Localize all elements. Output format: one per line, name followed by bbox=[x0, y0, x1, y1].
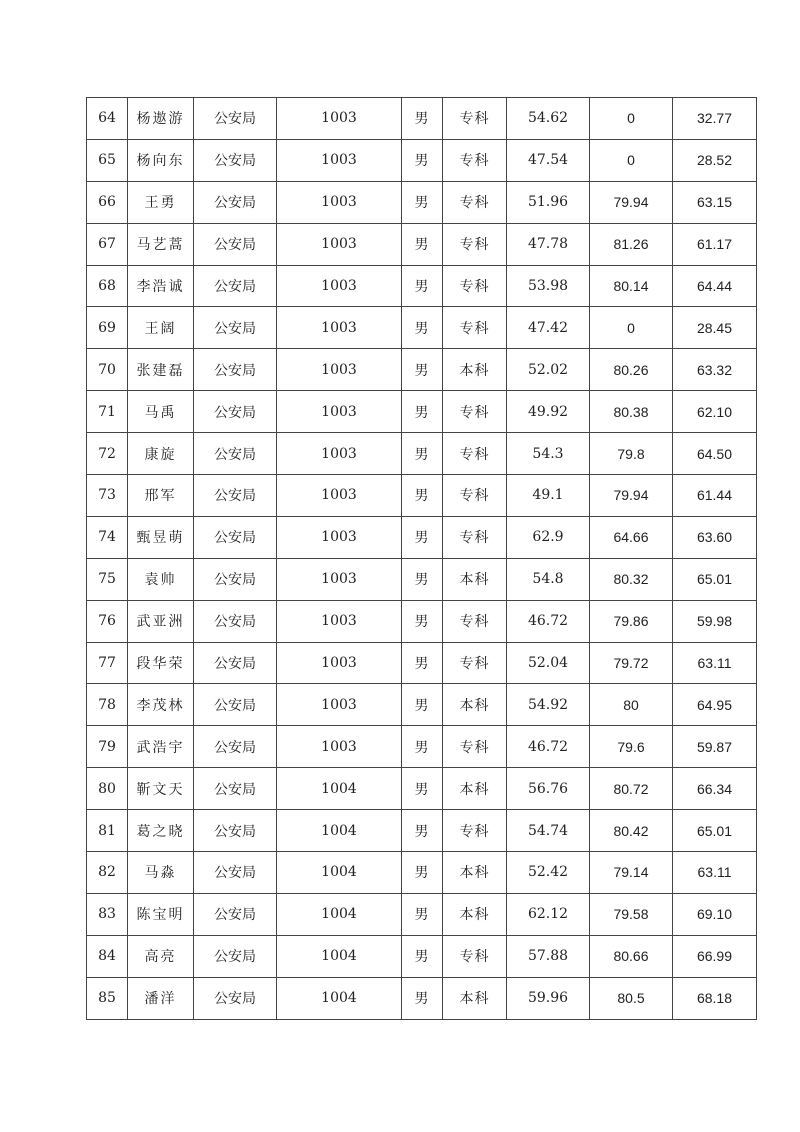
interview-score-cell: 80 bbox=[590, 684, 673, 726]
gender-cell: 男 bbox=[402, 139, 443, 181]
total-score-cell: 66.34 bbox=[673, 768, 757, 810]
total-score-cell: 63.32 bbox=[673, 349, 757, 391]
total-score-cell: 63.11 bbox=[673, 852, 757, 894]
education-cell: 本科 bbox=[443, 684, 507, 726]
education-cell: 专科 bbox=[443, 600, 507, 642]
department-cell: 公安局 bbox=[194, 768, 277, 810]
gender-cell: 男 bbox=[402, 391, 443, 433]
row-number-cell: 72 bbox=[87, 433, 128, 475]
written-score-cell: 51.96 bbox=[507, 181, 590, 223]
written-score-cell: 54.62 bbox=[507, 98, 590, 140]
department-cell: 公安局 bbox=[194, 307, 277, 349]
table-row bbox=[87, 768, 757, 810]
written-score-cell: 54.74 bbox=[507, 810, 590, 852]
total-score-cell: 32.77 bbox=[673, 98, 757, 140]
education-cell: 专科 bbox=[443, 139, 507, 181]
row-number-cell: 78 bbox=[87, 684, 128, 726]
interview-score-cell: 80.42 bbox=[590, 810, 673, 852]
interview-score-cell: 80.26 bbox=[590, 349, 673, 391]
written-score-cell: 54.3 bbox=[507, 433, 590, 475]
total-score-cell: 61.44 bbox=[673, 475, 757, 517]
row-number-cell: 77 bbox=[87, 642, 128, 684]
name-cell: 葛之晓 bbox=[128, 810, 194, 852]
department-cell: 公安局 bbox=[194, 726, 277, 768]
written-score-cell: 47.42 bbox=[507, 307, 590, 349]
written-score-cell: 52.42 bbox=[507, 852, 590, 894]
position-code-cell: 1004 bbox=[277, 977, 402, 1019]
table-row bbox=[87, 852, 757, 894]
row-number-cell: 66 bbox=[87, 181, 128, 223]
gender-cell: 男 bbox=[402, 307, 443, 349]
table-row bbox=[87, 98, 757, 140]
education-cell: 本科 bbox=[443, 852, 507, 894]
position-code-cell: 1003 bbox=[277, 223, 402, 265]
interview-score-cell: 0 bbox=[590, 139, 673, 181]
written-score-cell: 47.78 bbox=[507, 223, 590, 265]
position-code-cell: 1003 bbox=[277, 642, 402, 684]
total-score-cell: 64.95 bbox=[673, 684, 757, 726]
name-cell: 高亮 bbox=[128, 935, 194, 977]
interview-score-cell: 79.8 bbox=[590, 433, 673, 475]
position-code-cell: 1003 bbox=[277, 265, 402, 307]
department-cell: 公安局 bbox=[194, 558, 277, 600]
total-score-cell: 66.99 bbox=[673, 935, 757, 977]
department-cell: 公安局 bbox=[194, 181, 277, 223]
written-score-cell: 54.92 bbox=[507, 684, 590, 726]
position-code-cell: 1004 bbox=[277, 768, 402, 810]
interview-score-cell: 79.94 bbox=[590, 181, 673, 223]
name-cell: 马淼 bbox=[128, 852, 194, 894]
department-cell: 公安局 bbox=[194, 475, 277, 517]
table-row bbox=[87, 977, 757, 1019]
table-row bbox=[87, 223, 757, 265]
department-cell: 公安局 bbox=[194, 391, 277, 433]
total-score-cell: 63.15 bbox=[673, 181, 757, 223]
total-score-cell: 59.87 bbox=[673, 726, 757, 768]
written-score-cell: 62.9 bbox=[507, 516, 590, 558]
gender-cell: 男 bbox=[402, 181, 443, 223]
table-row bbox=[87, 433, 757, 475]
department-cell: 公安局 bbox=[194, 349, 277, 391]
position-code-cell: 1003 bbox=[277, 98, 402, 140]
table-row bbox=[87, 726, 757, 768]
position-code-cell: 1003 bbox=[277, 181, 402, 223]
gender-cell: 男 bbox=[402, 852, 443, 894]
row-number-cell: 80 bbox=[87, 768, 128, 810]
interview-score-cell: 79.86 bbox=[590, 600, 673, 642]
position-code-cell: 1003 bbox=[277, 726, 402, 768]
gender-cell: 男 bbox=[402, 600, 443, 642]
gender-cell: 男 bbox=[402, 433, 443, 475]
department-cell: 公安局 bbox=[194, 810, 277, 852]
table-row bbox=[87, 642, 757, 684]
total-score-cell: 68.18 bbox=[673, 977, 757, 1019]
department-cell: 公安局 bbox=[194, 600, 277, 642]
name-cell: 甄昱萌 bbox=[128, 516, 194, 558]
department-cell: 公安局 bbox=[194, 893, 277, 935]
total-score-cell: 65.01 bbox=[673, 558, 757, 600]
total-score-cell: 28.52 bbox=[673, 139, 757, 181]
row-number-cell: 83 bbox=[87, 893, 128, 935]
department-cell: 公安局 bbox=[194, 139, 277, 181]
gender-cell: 男 bbox=[402, 977, 443, 1019]
education-cell: 专科 bbox=[443, 265, 507, 307]
name-cell: 潘洋 bbox=[128, 977, 194, 1019]
interview-score-cell: 79.14 bbox=[590, 852, 673, 894]
gender-cell: 男 bbox=[402, 558, 443, 600]
position-code-cell: 1003 bbox=[277, 391, 402, 433]
written-score-cell: 52.04 bbox=[507, 642, 590, 684]
education-cell: 专科 bbox=[443, 307, 507, 349]
interview-score-cell: 80.38 bbox=[590, 391, 673, 433]
education-cell: 本科 bbox=[443, 893, 507, 935]
gender-cell: 男 bbox=[402, 893, 443, 935]
table-row bbox=[87, 516, 757, 558]
row-number-cell: 70 bbox=[87, 349, 128, 391]
gender-cell: 男 bbox=[402, 684, 443, 726]
education-cell: 专科 bbox=[443, 433, 507, 475]
name-cell: 王勇 bbox=[128, 181, 194, 223]
table-row bbox=[87, 558, 757, 600]
table-row bbox=[87, 810, 757, 852]
row-number-cell: 64 bbox=[87, 98, 128, 140]
position-code-cell: 1003 bbox=[277, 684, 402, 726]
gender-cell: 男 bbox=[402, 223, 443, 265]
row-number-cell: 84 bbox=[87, 935, 128, 977]
name-cell: 李茂林 bbox=[128, 684, 194, 726]
written-score-cell: 47.54 bbox=[507, 139, 590, 181]
name-cell: 马禹 bbox=[128, 391, 194, 433]
interview-score-cell: 0 bbox=[590, 98, 673, 140]
interview-score-cell: 80.14 bbox=[590, 265, 673, 307]
row-number-cell: 79 bbox=[87, 726, 128, 768]
education-cell: 本科 bbox=[443, 977, 507, 1019]
total-score-cell: 65.01 bbox=[673, 810, 757, 852]
education-cell: 本科 bbox=[443, 768, 507, 810]
name-cell: 李浩诚 bbox=[128, 265, 194, 307]
name-cell: 邢军 bbox=[128, 475, 194, 517]
written-score-cell: 62.12 bbox=[507, 893, 590, 935]
row-number-cell: 81 bbox=[87, 810, 128, 852]
education-cell: 本科 bbox=[443, 558, 507, 600]
education-cell: 专科 bbox=[443, 223, 507, 265]
department-cell: 公安局 bbox=[194, 265, 277, 307]
education-cell: 专科 bbox=[443, 475, 507, 517]
education-cell: 专科 bbox=[443, 516, 507, 558]
position-code-cell: 1004 bbox=[277, 893, 402, 935]
department-cell: 公安局 bbox=[194, 977, 277, 1019]
name-cell: 杨向东 bbox=[128, 139, 194, 181]
name-cell: 陈宝明 bbox=[128, 893, 194, 935]
department-cell: 公安局 bbox=[194, 98, 277, 140]
interview-score-cell: 0 bbox=[590, 307, 673, 349]
gender-cell: 男 bbox=[402, 475, 443, 517]
row-number-cell: 85 bbox=[87, 977, 128, 1019]
written-score-cell: 56.76 bbox=[507, 768, 590, 810]
interview-score-cell: 80.5 bbox=[590, 977, 673, 1019]
interview-score-cell: 79.72 bbox=[590, 642, 673, 684]
position-code-cell: 1003 bbox=[277, 558, 402, 600]
written-score-cell: 46.72 bbox=[507, 726, 590, 768]
total-score-cell: 64.50 bbox=[673, 433, 757, 475]
total-score-cell: 63.60 bbox=[673, 516, 757, 558]
total-score-cell: 64.44 bbox=[673, 265, 757, 307]
table-row bbox=[87, 600, 757, 642]
written-score-cell: 52.02 bbox=[507, 349, 590, 391]
table-row bbox=[87, 893, 757, 935]
gender-cell: 男 bbox=[402, 349, 443, 391]
written-score-cell: 53.98 bbox=[507, 265, 590, 307]
position-code-cell: 1003 bbox=[277, 600, 402, 642]
table-row bbox=[87, 684, 757, 726]
row-number-cell: 82 bbox=[87, 852, 128, 894]
interview-score-cell: 80.32 bbox=[590, 558, 673, 600]
education-cell: 专科 bbox=[443, 726, 507, 768]
position-code-cell: 1003 bbox=[277, 349, 402, 391]
written-score-cell: 57.88 bbox=[507, 935, 590, 977]
name-cell: 康旋 bbox=[128, 433, 194, 475]
education-cell: 专科 bbox=[443, 642, 507, 684]
row-number-cell: 65 bbox=[87, 139, 128, 181]
name-cell: 武浩宇 bbox=[128, 726, 194, 768]
name-cell: 王阔 bbox=[128, 307, 194, 349]
row-number-cell: 74 bbox=[87, 516, 128, 558]
education-cell: 专科 bbox=[443, 181, 507, 223]
education-cell: 专科 bbox=[443, 935, 507, 977]
total-score-cell: 28.45 bbox=[673, 307, 757, 349]
name-cell: 段华荣 bbox=[128, 642, 194, 684]
results-table bbox=[86, 97, 757, 1020]
name-cell: 杨遨游 bbox=[128, 98, 194, 140]
gender-cell: 男 bbox=[402, 516, 443, 558]
table-row bbox=[87, 935, 757, 977]
position-code-cell: 1004 bbox=[277, 852, 402, 894]
written-score-cell: 46.72 bbox=[507, 600, 590, 642]
interview-score-cell: 81.26 bbox=[590, 223, 673, 265]
total-score-cell: 61.17 bbox=[673, 223, 757, 265]
row-number-cell: 76 bbox=[87, 600, 128, 642]
table-row bbox=[87, 265, 757, 307]
table-row bbox=[87, 349, 757, 391]
department-cell: 公安局 bbox=[194, 684, 277, 726]
position-code-cell: 1003 bbox=[277, 307, 402, 349]
row-number-cell: 75 bbox=[87, 558, 128, 600]
position-code-cell: 1004 bbox=[277, 810, 402, 852]
department-cell: 公安局 bbox=[194, 516, 277, 558]
row-number-cell: 69 bbox=[87, 307, 128, 349]
position-code-cell: 1003 bbox=[277, 475, 402, 517]
position-code-cell: 1003 bbox=[277, 433, 402, 475]
interview-score-cell: 64.66 bbox=[590, 516, 673, 558]
education-cell: 专科 bbox=[443, 391, 507, 433]
name-cell: 袁帅 bbox=[128, 558, 194, 600]
written-score-cell: 54.8 bbox=[507, 558, 590, 600]
name-cell: 马艺蒿 bbox=[128, 223, 194, 265]
row-number-cell: 71 bbox=[87, 391, 128, 433]
table-row bbox=[87, 181, 757, 223]
name-cell: 武亚洲 bbox=[128, 600, 194, 642]
table-row bbox=[87, 475, 757, 517]
written-score-cell: 59.96 bbox=[507, 977, 590, 1019]
written-score-cell: 49.1 bbox=[507, 475, 590, 517]
gender-cell: 男 bbox=[402, 810, 443, 852]
education-cell: 专科 bbox=[443, 810, 507, 852]
department-cell: 公安局 bbox=[194, 642, 277, 684]
gender-cell: 男 bbox=[402, 726, 443, 768]
gender-cell: 男 bbox=[402, 642, 443, 684]
written-score-cell: 49.92 bbox=[507, 391, 590, 433]
total-score-cell: 59.98 bbox=[673, 600, 757, 642]
interview-score-cell: 80.72 bbox=[590, 768, 673, 810]
gender-cell: 男 bbox=[402, 935, 443, 977]
table-body bbox=[87, 98, 757, 1020]
interview-score-cell: 80.66 bbox=[590, 935, 673, 977]
gender-cell: 男 bbox=[402, 98, 443, 140]
gender-cell: 男 bbox=[402, 265, 443, 307]
gender-cell: 男 bbox=[402, 768, 443, 810]
total-score-cell: 63.11 bbox=[673, 642, 757, 684]
row-number-cell: 73 bbox=[87, 475, 128, 517]
name-cell: 靳文天 bbox=[128, 768, 194, 810]
table-row bbox=[87, 307, 757, 349]
position-code-cell: 1004 bbox=[277, 935, 402, 977]
table-row bbox=[87, 391, 757, 433]
total-score-cell: 69.10 bbox=[673, 893, 757, 935]
interview-score-cell: 79.94 bbox=[590, 475, 673, 517]
education-cell: 本科 bbox=[443, 349, 507, 391]
name-cell: 张建磊 bbox=[128, 349, 194, 391]
interview-score-cell: 79.6 bbox=[590, 726, 673, 768]
department-cell: 公安局 bbox=[194, 935, 277, 977]
total-score-cell: 62.10 bbox=[673, 391, 757, 433]
education-cell: 专科 bbox=[443, 98, 507, 140]
table-row bbox=[87, 139, 757, 181]
department-cell: 公安局 bbox=[194, 433, 277, 475]
position-code-cell: 1003 bbox=[277, 139, 402, 181]
row-number-cell: 68 bbox=[87, 265, 128, 307]
row-number-cell: 67 bbox=[87, 223, 128, 265]
interview-score-cell: 79.58 bbox=[590, 893, 673, 935]
department-cell: 公安局 bbox=[194, 852, 277, 894]
position-code-cell: 1003 bbox=[277, 516, 402, 558]
department-cell: 公安局 bbox=[194, 223, 277, 265]
